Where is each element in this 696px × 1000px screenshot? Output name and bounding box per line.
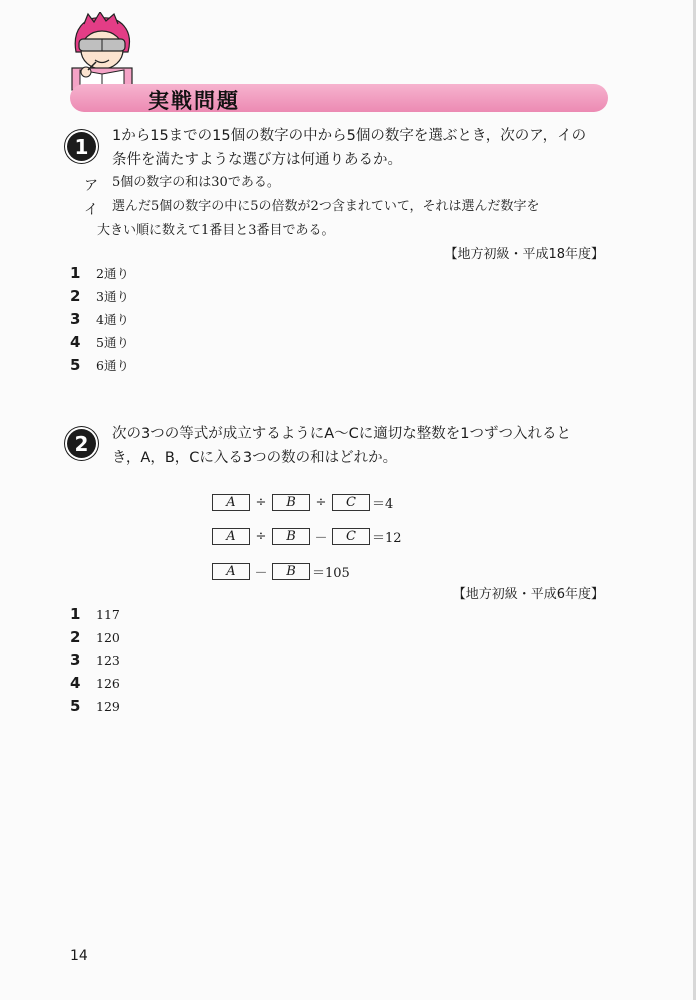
- box-a: A: [212, 494, 250, 511]
- question-2-text-line2: き，A，B，Cに入る3つの数の和はどれか。: [112, 450, 398, 466]
- operator: ÷: [255, 495, 267, 510]
- question-1-source: 【地方初級・平成18年度】: [444, 247, 604, 262]
- q1-option-2: 2 3通り: [70, 287, 129, 305]
- equation-3: [212, 562, 350, 581]
- q2-option-4: 4 126: [70, 674, 120, 692]
- equation-result: ＝12: [372, 531, 402, 546]
- question-1-number: 1: [67, 132, 96, 161]
- section-title: 実戦問題: [148, 89, 240, 113]
- box-a: A: [212, 563, 250, 580]
- condition-a-text: 5個の数字の和は30である。: [112, 175, 280, 190]
- operator: ÷: [255, 529, 267, 544]
- q1-option-5: 5 6通り: [70, 356, 129, 374]
- mascot-illustration: [62, 12, 142, 92]
- q2-option-1: 1 117: [70, 605, 120, 623]
- q1-option-1: 1 2通り: [70, 264, 129, 282]
- equation-result: ＝4: [372, 497, 394, 512]
- operator: ÷: [315, 495, 327, 510]
- equation-2: [212, 527, 402, 546]
- box-b: B: [272, 494, 310, 511]
- condition-i-text-line2: 大きい順に数えて1番目と3番目である。: [97, 223, 335, 238]
- q1-option-3: 3 4通り: [70, 310, 129, 328]
- equation-1: [212, 493, 393, 512]
- condition-i-text-line1: 選んだ5個の数字の中に5の倍数が2つ含まれていて，それは選んだ数字を: [112, 199, 540, 214]
- q2-option-3: 3 123: [70, 651, 120, 669]
- page-number: 14: [70, 948, 88, 964]
- box-a: A: [212, 528, 250, 545]
- box-b: B: [272, 563, 310, 580]
- question-1-text-line1: 1から15までの15個の数字の中から5個の数字を選ぶとき，次のア，イの: [112, 128, 587, 144]
- operator: －: [314, 531, 328, 546]
- condition-i-label: イ: [84, 202, 98, 218]
- box-c: C: [332, 494, 370, 511]
- operator: －: [254, 566, 268, 581]
- q2-option-5: 5 129: [70, 697, 120, 715]
- question-2-text-line1: 次の3つの等式が成立するようにA～Cに適切な整数を1つずつ入れると: [112, 426, 571, 442]
- equation-result: ＝105: [312, 566, 350, 581]
- question-1-text-line2: 条件を満たすような選び方は何通りあるか。: [112, 152, 402, 168]
- box-b: B: [272, 528, 310, 545]
- condition-a-label: ア: [84, 178, 98, 194]
- question-2-source: 【地方初級・平成6年度】: [452, 587, 604, 602]
- q2-option-2: 2 120: [70, 628, 120, 646]
- box-c: C: [332, 528, 370, 545]
- q1-option-4: 4 5通り: [70, 333, 129, 351]
- question-2-number: 2: [67, 429, 96, 458]
